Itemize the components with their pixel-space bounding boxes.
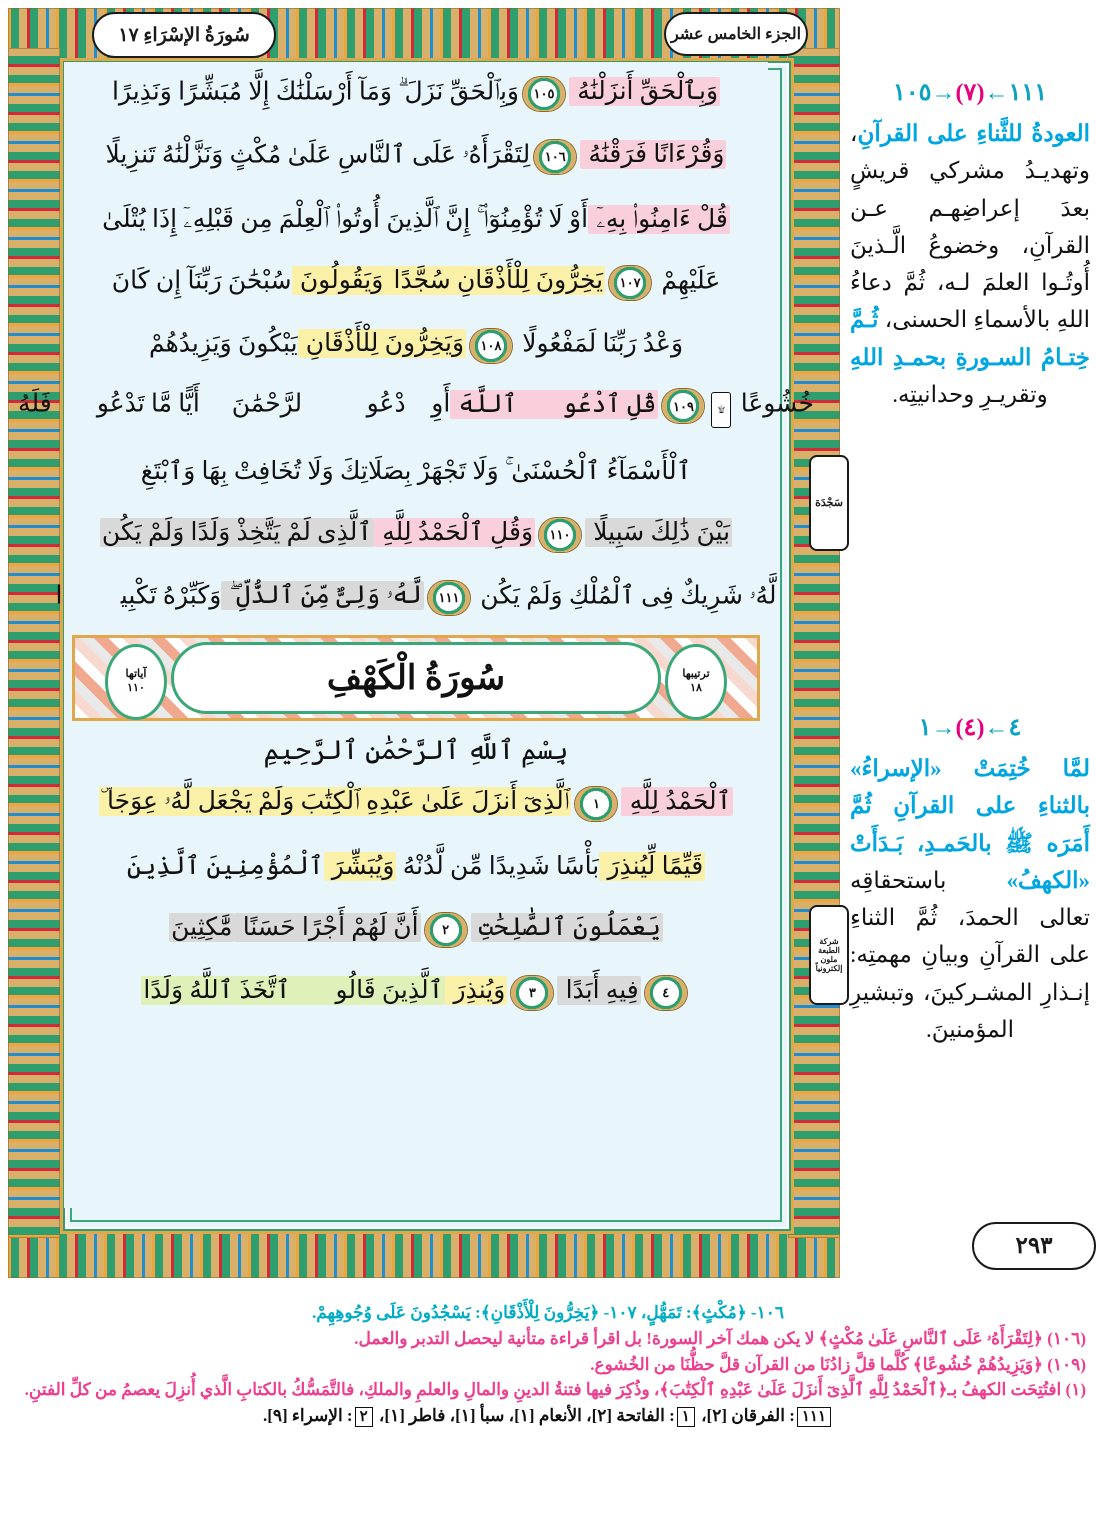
commentary-run: باستحقاقِه تعالى الحمدَ، ثُمَّ الثناءِ على القرآنِ وبيانِ مهمتِه: إنـذارِ المشـركينَ، وتبشيرِ المؤمنينَ.	[850, 867, 1090, 1042]
ayah-text	[106, 140, 727, 174]
ayah-number-medallion: ١٠٦	[534, 140, 576, 174]
surah-order-label: ترتيبها	[682, 668, 710, 681]
ayah-line	[64, 251, 768, 314]
sajdah-label: سَجْدَة	[815, 496, 843, 509]
surah-name-tag: سُورَةُ الإسْرَاءِ ١٧	[92, 12, 276, 58]
range-arrow-right-icon: →	[931, 80, 956, 106]
ayah-line	[64, 62, 768, 125]
sajdah-icon: ۩	[711, 392, 731, 428]
ayah-number-medallion: ١١١	[428, 581, 470, 615]
ayah-line	[64, 440, 768, 503]
ayah-segment: عَلَيْهِمْ	[655, 267, 721, 295]
ayah-segment: لَّهُۥ شَرِيكٌ فِى ٱلْمُلْكِ وَلَمْ يَكُن	[473, 582, 777, 610]
ayah-segment: أَوْ لَا تُؤْمِنُوٓا۟ ۚ إِنَّ ٱلَّذِينَ أُوتُوا۟ ٱلْعِلْمَ مِن قَبْلِهِۦٓ إِذَا يُتْلَىٰ	[102, 206, 589, 233]
surah-order-oval	[665, 644, 727, 720]
ayah-number-medallion: ١١٠	[539, 518, 581, 552]
ayah-text	[102, 207, 730, 232]
ayah-segment: سُبْحَٰنَ رَبِّنَآ إِن كَانَ	[111, 267, 292, 295]
ayah-segment: مَّٰكِثِينَ	[171, 914, 233, 942]
ayah-text	[127, 854, 705, 879]
ayah-line	[18, 377, 814, 440]
ayah-number-medallion: ١٠٨	[470, 329, 512, 363]
commentary-run: العودةُ للثَّناءِ على القرآنِ	[857, 121, 1090, 146]
range-count: (٤)	[955, 715, 985, 741]
footnote-run: ١٠٦- ﴿مُكْثٍ﴾: تَمَهُّلٍ، ١٠٧- ﴿يَخِرُّونَ لِلْأَذْقَانِ﴾: يَسْجُدُونَ عَلَى وُجُوهِهِمْ.	[311, 1303, 785, 1322]
surah-ayat-label: آياتها	[125, 668, 147, 681]
ayah-segment: ٱلْحَمْدُ لِلَّهِ	[623, 788, 732, 816]
ayah-segment: وَيُنذِرَ	[447, 977, 506, 1005]
ayah-segment: وَعْدُ رَبِّنَا لَمَفْعُولًا	[516, 330, 684, 358]
ayah-segment: أَوِ ٱدْعُوا۟ ٱلرَّحْمَٰنَ ۖ أَيًّا مَّا تَدْعُوا۟ فَلَهُ	[18, 390, 451, 418]
surah-ayat-count: ١١٠	[127, 682, 145, 694]
ayah-segment: بَيْنَ ذَٰلِكَ سَبِيلًا	[587, 519, 731, 547]
ayah-text	[141, 459, 692, 484]
cross-ref-text: : الفرقان [٢]،	[696, 1406, 795, 1426]
ayah-segment: ٱلْأَسْمَآءُ ٱلْحُسْنَىٰ ۚ وَلَا تَجْهَرْ بِصَلَاتِكَ وَلَا تُخَافِتْ بِهَا وَٱبْتَغِ	[140, 458, 692, 485]
commentary-text	[850, 750, 1090, 1048]
range-to: ٤	[1008, 715, 1022, 741]
footnote-line	[10, 1377, 1086, 1403]
cross-ref-text: : الإسراء [٩].	[262, 1406, 353, 1426]
ayah-range-header	[850, 713, 1090, 742]
surah-kahf-banner	[72, 635, 760, 721]
ayah-segment: وَقُرْءَانًا فَرَقْنَٰهُ	[582, 141, 725, 169]
ayah-segment: قُلْ ءَامِنُوا۟ بِهِۦٓ	[590, 206, 728, 233]
juz-name-tag: الجزء الخامس عشر	[664, 12, 808, 56]
ayah-text	[112, 77, 720, 111]
surah-kahf-name: سُورَةُ الْكَهْفِ	[326, 660, 506, 697]
commentary-block	[850, 713, 1090, 1048]
ayah-line	[64, 961, 768, 1024]
surah-isra-lines	[18, 62, 814, 629]
ayah-segment: ٱلَّذِى لَمْ يَتَّخِذْ وَلَدًا وَلَمْ يَكُن	[101, 519, 373, 547]
page-number-tag: ٢٩٣	[972, 1222, 1096, 1270]
ayah-line	[64, 898, 768, 961]
ayah-segment: لَّهُۥ وَلِىٌّ مِّنَ ٱلذُّلِّ ۖ	[223, 582, 422, 610]
ayah-segment: وَيَخِرُّونَ لِلْأَذْقَانِ	[299, 330, 465, 358]
range-count: (٧)	[955, 80, 985, 106]
commentary-block	[850, 78, 1090, 413]
ayah-line	[55, 566, 777, 629]
range-arrow-right-icon: →	[931, 715, 956, 741]
ayah-line	[64, 835, 768, 898]
ayah-segment: يَبْكُونَ وَيَزِيدُهُمْ	[148, 330, 298, 358]
ornament-band-right	[788, 48, 840, 1238]
ayah-segment: وَيَقُولُونَ	[293, 267, 384, 295]
surah-kahf-lines	[64, 772, 768, 1024]
ayah-segment: قَيِّمًا لِّيُنذِرَ	[601, 853, 704, 880]
ayah-segment: وَبِٱلْحَقِّ نَزَلَ ۗ وَمَآ أَرْسَلْنَٰكَ إِلَّا مُبَشِّرًا وَنَذِيرًا	[111, 78, 519, 106]
publisher-label: شركة الطبعة ملون إلكترونياً	[815, 936, 843, 974]
ayah-line	[64, 125, 768, 188]
footnotes-area	[10, 1300, 1086, 1429]
commentary-run: ، وتهديـدُ مشركي قريشٍ بعدَ إعراضِهـم عـن القرآنِ، وخضوعُ الَّـذينَ أُوتُـوا العلمَ لـه، ثُمَّ دعاءُ اللهِ بالأسماءِ الحسنى،	[850, 121, 1090, 333]
ayah-text	[99, 787, 733, 821]
ayah-range-header	[850, 78, 1090, 107]
ayah-line	[64, 503, 768, 566]
ayah-number-medallion: ١٠٧	[609, 266, 651, 300]
ayah-segment: وَقُلِ ٱلْحَمْدُ لِلَّهِ	[376, 519, 534, 547]
ayah-number-medallion: ٤	[645, 976, 687, 1010]
cross-ref-text: : الفاتحة [٢]، الأنعام [١]، سبأ [١]، فاطر [١]،	[374, 1406, 675, 1426]
ayah-segment: وَبِٱلْحَقِّ أَنزَلْنَٰهُ	[570, 78, 719, 106]
ayah-text	[56, 581, 777, 615]
sajdah-side-tab	[809, 455, 849, 551]
ornament-band-left	[8, 48, 60, 1238]
commentary-run: ثُـمَّ خِتـامُ السـورةِ بحمـدِ اللهِ	[850, 307, 1090, 370]
cross-ref-box: ١١١	[797, 1407, 831, 1427]
ayah-segment: وَكَبِّرْهُ تَكْبِيرًۢا	[55, 582, 222, 610]
ayah-segment: وَيُبَشِّرَ	[325, 853, 395, 880]
range-arrow-left-icon: ←	[984, 80, 1009, 106]
footnote-line	[10, 1403, 1086, 1429]
cross-ref-box: ٢	[355, 1407, 373, 1427]
ayah-number-medallion: ٣	[511, 976, 553, 1010]
ayah-text	[100, 518, 732, 552]
commentary-run: وتقريـرِ وحدانيتِه.	[892, 381, 1048, 407]
ayah-text	[169, 913, 663, 947]
ayah-segment: خُشُوعًا	[734, 390, 814, 418]
range-from: ١٠٥	[892, 80, 932, 106]
footnote-run: (١٠٩) ﴿وَيَزِيدُهُمْ خُشُوعًا﴾ كُلَّما قلَّ زادُنَا من القرآن قلَّ حظُّنَا من الخُشوع.	[590, 1354, 1086, 1374]
footnote-line	[10, 1352, 1086, 1378]
ayah-segment: لِتَقْرَأَهُۥ عَلَى ٱلنَّاسِ عَلَىٰ مُكْثٍ وَنَزَّلْنَٰهُ تَنزِيلًا	[105, 141, 531, 169]
ayah-segment: أَنَّ لَهُمْ أَجْرًا حَسَنًا	[236, 914, 419, 942]
ayah-number-medallion: ١٠٥	[523, 77, 565, 111]
ayah-number-medallion: ١٠٩	[662, 389, 704, 423]
surah-order-number: ١٨	[690, 682, 702, 694]
range-arrow-left-icon: ←	[984, 715, 1009, 741]
commentary-text	[850, 115, 1090, 413]
commentary-run: لمَّا خُتِمَتْ «الإسراءُ» بالثناءِ على القرآنِ ثُمَّ أَمَرَه ﷺ بالحَمـدِ، بَـدَأَتْ «الكهفُ»	[850, 756, 1090, 893]
ayah-text	[112, 266, 720, 300]
ayah-segment: ٱلْمُؤْمِنِينَ ٱلَّذِينَ	[126, 853, 324, 880]
surah-ayat-oval	[105, 644, 167, 720]
ayah-segment: قُلِ ٱدْعُوا۟ ٱللَّهَ	[452, 390, 657, 418]
ayah-segment: ٱلَّذِىٓ أَنزَلَ عَلَىٰ عَبْدِهِ ٱلْكِتَٰبَ وَلَمْ يَجْعَل لَّهُۥ عِوَجَا ۜ	[100, 788, 570, 816]
ayah-text	[149, 329, 683, 363]
ayah-segment: يَخِرُّونَ لِلْأَذْقَانِ سُجَّدًا	[387, 267, 604, 295]
publisher-side-tab	[809, 905, 849, 1005]
footnote-run: (١) افتُتِحَت الكهفُ بـ﴿ٱلْحَمْدُ لِلَّهِ ٱلَّذِىٓ أَنزَلَ عَلَىٰ عَبْدِهِ ٱلْكِتَٰبَ﴾، وذُكِرَ فيها فتنةُ الدينِ والمالِ والعلمِ والملكِ، فالتَّمَسُّكُ بالكتابِ الَّذي أُنزِلَ يعصمُ من كلِّ الفتنِ.	[24, 1380, 1086, 1400]
surah-name-plate	[171, 642, 661, 714]
cross-ref-box: ١	[677, 1407, 695, 1427]
ayah-line	[64, 188, 768, 251]
basmala-line: بِسْمِ ٱللَّهِ ٱلرَّحْمَٰنِ ٱلرَّحِيمِ	[263, 735, 569, 765]
ayah-line	[64, 314, 768, 377]
ayah-text	[18, 389, 814, 428]
ayah-text	[141, 976, 690, 1010]
footnote-run: (١٠٦) ﴿لِتَقْرَأَهُۥ عَلَى ٱلنَّاسِ عَلَىٰ مُكْثٍ﴾ لا يكن همك آخر السورة! بل اقرأ قراءة متأنية ليحصل التدبر والعمل.	[354, 1328, 1086, 1348]
ayah-segment: فِيهِ أَبَدًا	[559, 977, 639, 1005]
footnote-line	[10, 1326, 1086, 1352]
ayah-segment: ٱلَّذِينَ قَالُوا۟ ٱتَّخَذَ ٱللَّهُ وَلَدًا	[143, 977, 444, 1005]
commentary-column	[850, 78, 1090, 1268]
range-from: ١	[918, 715, 932, 741]
ayah-segment: يَعْمَلُونَ ٱلصَّٰلِحَٰتِ	[472, 914, 661, 942]
range-to: ١١١	[1008, 80, 1048, 106]
ayah-segment: بَأْسًا شَدِيدًا مِّن لَّدُنْهُ	[396, 853, 600, 880]
ayah-number-medallion: ٢	[425, 913, 467, 947]
ayah-number-medallion: ١	[575, 787, 617, 821]
quran-text-area	[18, 62, 814, 1208]
ayah-line	[64, 772, 768, 835]
footnote-line	[10, 1300, 1086, 1326]
